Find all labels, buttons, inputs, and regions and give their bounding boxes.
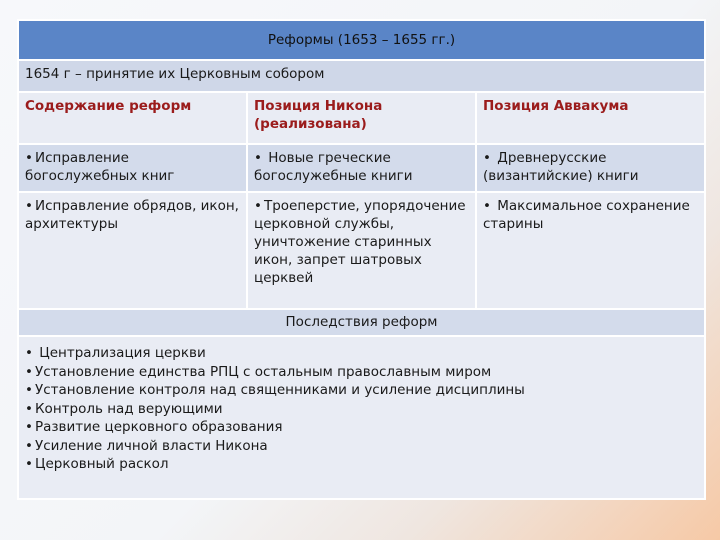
bullet-icon: • [25,345,33,361]
bullet-icon: • [25,382,33,398]
list-item: • Установление контроля над священниками и усиление дисциплины [25,382,525,398]
reforms-table [17,19,706,500]
table-subtitle: 1654 г – принятие их Церковным собором [18,60,705,92]
bullet-icon: • [254,150,262,166]
cell-text: Исправление обрядов, икон, архитектуры [25,198,239,232]
bullet-icon: • [25,198,33,214]
bullet-icon: • [254,198,262,214]
table-cell [476,144,705,192]
table-row [18,192,705,309]
bullet-icon: • [25,150,33,166]
bullet-icon: • [25,437,33,454]
bullet-icon: • [25,456,33,472]
cell-text: Новые греческие богослужебные книги [254,150,413,184]
header-avvakum: Позиция Аввакума [476,92,705,144]
list-item: • Церковный раскол [25,456,169,472]
table-cell [476,192,705,309]
bullet-icon: • [483,150,491,166]
header-content: Содержание реформ [18,92,247,144]
cell-text: Максимальное сохранение старины [483,198,690,232]
list-item: • Установление единства РПЦ с остальным православным миром [25,363,492,380]
cell-text: Древнерусские (византийские) книги [483,150,639,184]
table-cell [247,144,476,192]
table-title: Реформы (1653 – 1655 гг.) [18,20,705,60]
bullet-icon: • [483,198,491,214]
table-row [18,144,705,192]
bullet-icon: • [25,400,33,417]
bullet-icon: • [25,363,33,380]
table-cell [18,192,247,309]
list-item: • Контроль над верующими [25,400,223,417]
consequences-title: Последствия реформ [18,309,705,336]
header-nikon: Позиция Никона (реализована) [247,92,476,144]
table-cell [247,192,476,309]
table-cell [18,144,247,192]
list-item: • Усиление личной власти Никона [25,437,268,454]
cell-text: Исправление богослужебных книг [25,150,175,184]
list-item: • Развитие церковного образования [25,419,283,435]
list-item: • Централизация церкви [25,345,206,361]
cell-text: Троеперстие, упорядочение церковной службы, уничтожение старинных икон, запрет шатровых церквей [254,198,466,286]
bullet-icon: • [25,419,33,435]
consequences-cell [18,336,705,499]
consequences-list [25,344,698,474]
